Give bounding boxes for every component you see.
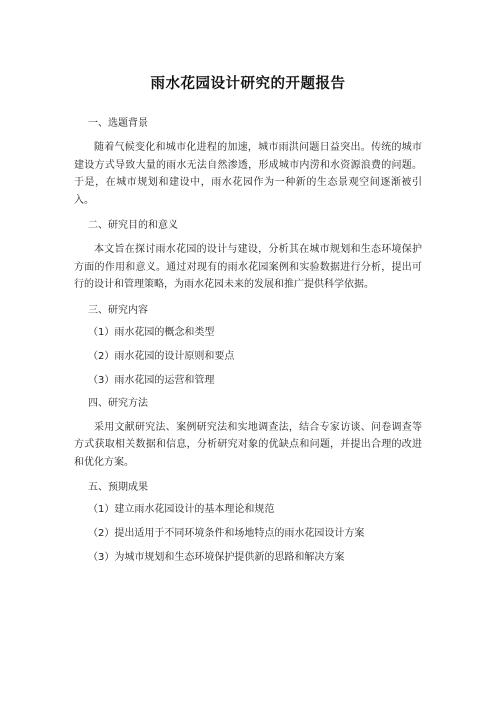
section-paragraph: 本文旨在探讨雨水花园的设计与建设，分析其在城市规划和生态环境保护方面的作用和意义。通过对现有的雨水花园案例和实验数据进行分析，提出可行的设计和管理策略，为雨水花园未来的发展和推广提供科学依据。 bbox=[74, 244, 422, 290]
section-content bbox=[74, 304, 422, 388]
section-paragraph: 随着气候变化和城市化进程的加速，城市雨洪问题日益突出。传统的城市建设方式导致大量的雨水无法自然渗透，形成城市内涝和水资源浪费的问题。于是，在城市规划和建设中，雨水花园作为一种新的生态景观空间逐渐被引入。 bbox=[74, 142, 422, 206]
section-background bbox=[74, 117, 422, 209]
list-item: （2）雨水花园的设计原则和要点 bbox=[88, 350, 235, 362]
section-method bbox=[74, 397, 422, 472]
outcomes-list bbox=[74, 503, 422, 565]
content-list bbox=[74, 326, 422, 388]
section-heading: 四、研究方法 bbox=[88, 397, 148, 409]
list-item: （1）建立雨水花园设计的基本理论和规范 bbox=[88, 504, 275, 515]
list-item: （1）雨水花园的概念和类型 bbox=[88, 326, 215, 338]
section-purpose bbox=[74, 219, 422, 294]
section-heading: 一、选题背景 bbox=[88, 118, 148, 129]
section-outcomes bbox=[74, 481, 422, 565]
list-item: （2）提出适用于不同环境条件和场地特点的雨水花园设计方案 bbox=[88, 528, 365, 539]
section-heading: 三、研究内容 bbox=[88, 304, 148, 316]
list-item: （3）雨水花园的运营和管理 bbox=[88, 374, 215, 386]
list-item: （3）为城市规划和生态环境保护提供新的思路和解决方案 bbox=[88, 552, 345, 563]
section-heading: 二、研究目的和意义 bbox=[88, 220, 178, 231]
section-heading: 五、预期成果 bbox=[88, 482, 148, 493]
page-title: 雨水花园设计研究的开题报告 bbox=[150, 76, 346, 92]
section-paragraph: 采用文献研究法、案例研究法和实地调查法，结合专家访谈、问卷调查等方式获取相关数据和信息，分析研究对象的优缺点和问题，并提出合理的改进和优化方案。 bbox=[74, 421, 422, 468]
